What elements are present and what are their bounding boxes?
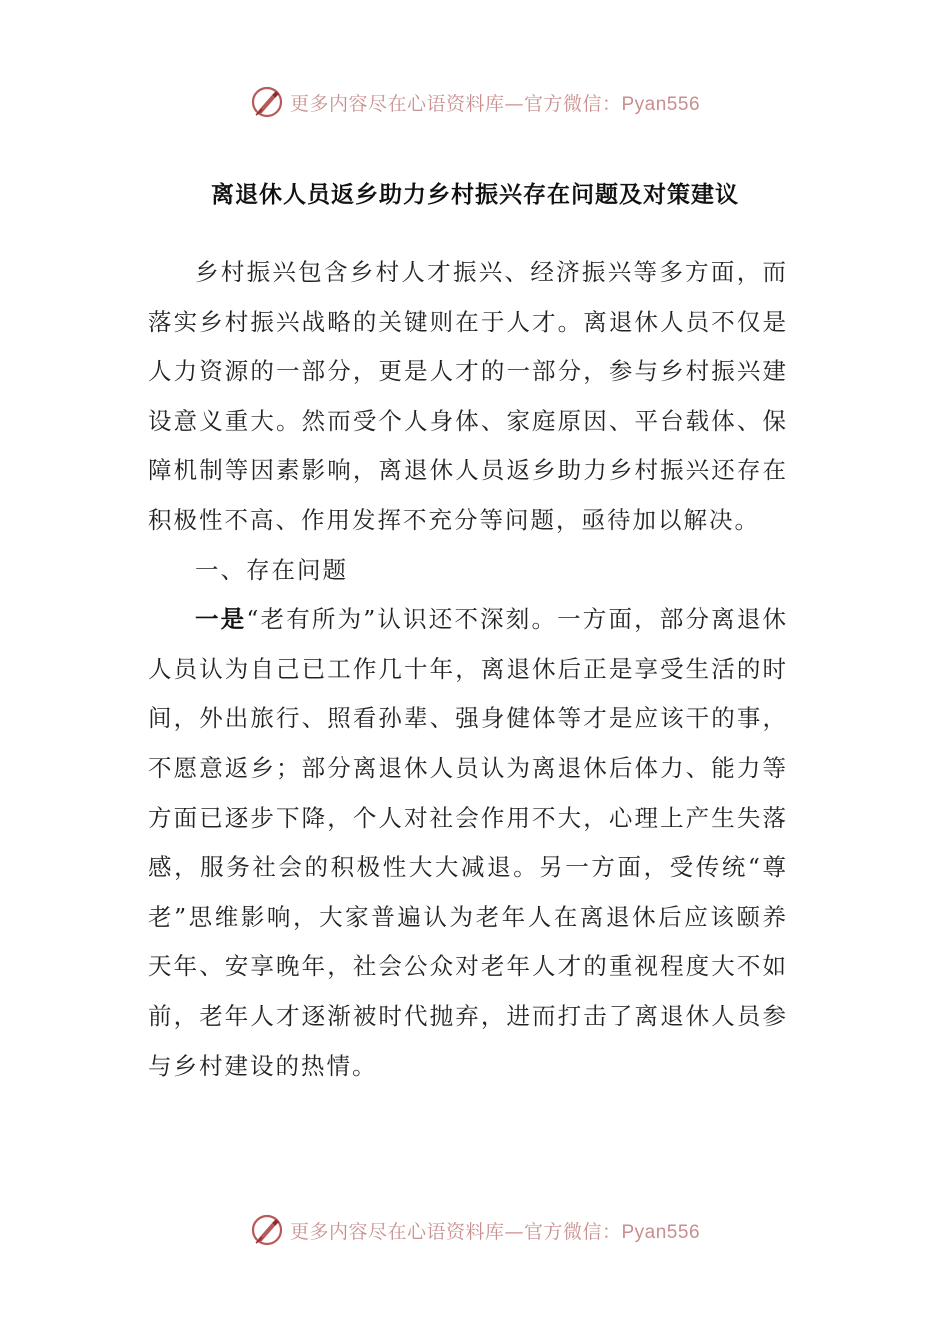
wechat-id: Pyan556 — [621, 1221, 701, 1243]
intro-paragraph: 乡村振兴包含乡村人才振兴、经济振兴等多方面，而落实乡村振兴战略的关键则在于人才。离退休人员不仅是人力资源的一部分，更是人才的一部分，参与乡村振兴建设意义重大。然而受个人身体、家庭原因、平台载体、保障机制等因素影响，离退休人员返乡助力乡村振兴还存在积极性不高、作用发挥不充分等问题，亟待加以解决。 — [148, 258, 788, 534]
document-body — [148, 248, 788, 1091]
section-heading: 一、存在问题 — [195, 555, 348, 584]
point-one-paragraph — [148, 595, 788, 1091]
wechat-id: Pyan556 — [621, 93, 701, 115]
watermark-banner-bottom — [0, 1210, 950, 1250]
watermark-banner-top — [0, 82, 950, 122]
watermark-text: 更多内容尽在心语资料库—官方微信：Pyan556 — [289, 1220, 701, 1243]
point-one-lead: 一是 — [195, 605, 247, 634]
point-one-text: “老有所为”认识还不深刻。一方面，部分离退休人员认为自己已工作几十年，离退休后正是享受生活的时间，外出旅行、照看孙辈、强身健体等才是应该干的事，不愿意返乡；部分离退休人员认为离退休后体力、能力等方面已逐步下降，个人对社会作用不大，心理上产生失落感，服务社会的积极性大大减退。另一方面，受传统“尊老”思维影响，大家普遍认为老年人在离退休后应该颐养天年、安享晚年，社会公众对老年人才的重视程度大不如前，老年人才逐渐被时代抛弃，进而打击了离退休人员参与乡村建设的热情。 — [148, 605, 789, 1080]
pen-logo-icon — [250, 1213, 284, 1247]
document-title: 离退休人员返乡助力乡村振兴存在问题及对策建议 — [211, 181, 739, 208]
watermark-text: 更多内容尽在心语资料库—官方微信：Pyan556 — [289, 92, 701, 115]
pen-logo-icon — [250, 85, 284, 119]
